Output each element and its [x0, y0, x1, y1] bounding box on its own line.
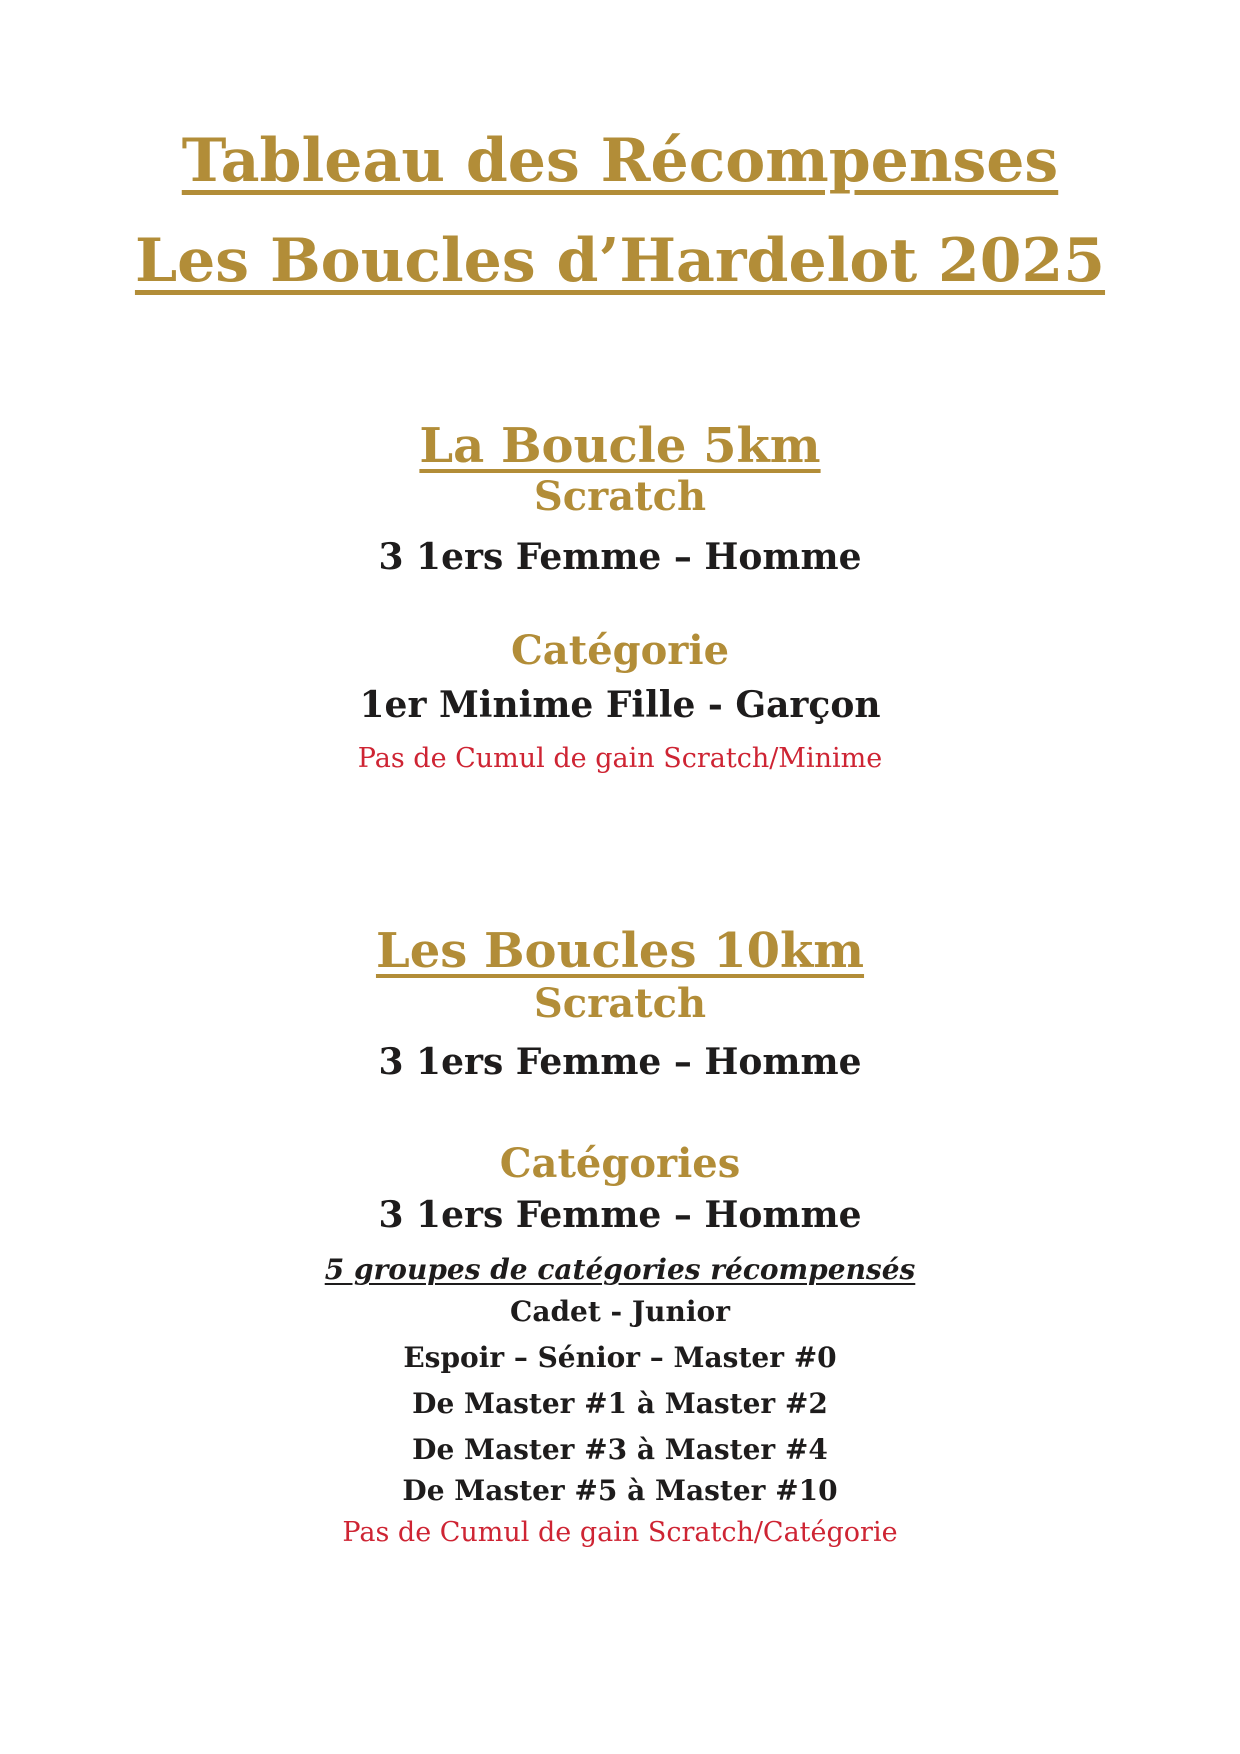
category-label-5km: Catégorie [510, 627, 730, 674]
categories-award-10km: 3 1ers Femme – Homme [378, 1194, 862, 1236]
scratch-label-5km: Scratch [533, 473, 707, 520]
scratch-award-5km: 3 1ers Femme – Homme [378, 536, 862, 578]
scratch-award-10km: 3 1ers Femme – Homme [378, 1041, 862, 1083]
document-title-line-1: Tableau des Récompenses [181, 126, 1059, 196]
no-cumul-note-10km: Pas de Cumul de gain Scratch/Catégorie [342, 1517, 898, 1548]
group-line-espoir-senior-master0: Espoir – Sénior – Master #0 [403, 1341, 837, 1374]
groups-title-10km: 5 groupes de catégories récompensés [324, 1253, 916, 1286]
document-title-line-2: Les Boucles d’Hardelot 2025 [134, 226, 1106, 296]
scratch-label-10km: Scratch [533, 980, 707, 1027]
category-award-5km: 1er Minime Fille - Garçon [359, 684, 881, 726]
categories-label-10km: Catégories [499, 1140, 741, 1187]
group-line-master5-master10: De Master #5 à Master #10 [402, 1474, 838, 1507]
group-line-master1-master2: De Master #1 à Master #2 [412, 1387, 828, 1420]
no-cumul-note-5km: Pas de Cumul de gain Scratch/Minime [357, 743, 883, 774]
section-heading-10km: Les Boucles 10km [375, 923, 865, 979]
group-line-cadet-junior: Cadet - Junior [510, 1295, 730, 1328]
group-line-master3-master4: De Master #3 à Master #4 [412, 1433, 828, 1466]
section-heading-5km: La Boucle 5km [419, 418, 821, 474]
